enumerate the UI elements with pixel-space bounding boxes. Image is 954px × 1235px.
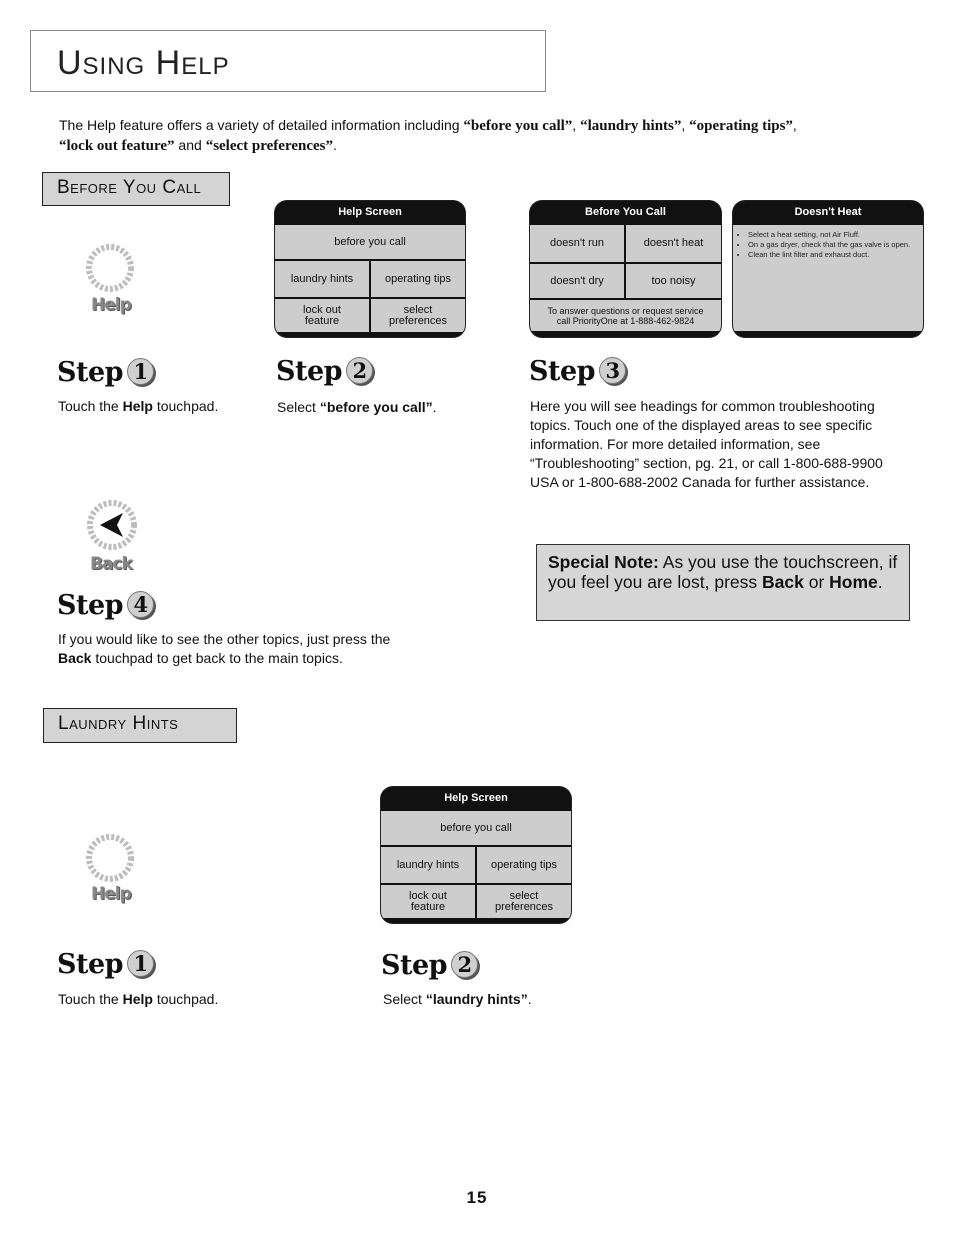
step-text-pre: If you would like to see the other topics, just press the — [58, 631, 391, 647]
heat-tip-item: • Select a heat setting, not Air Fluff. — [748, 230, 923, 240]
lock-out-feature-button[interactable] — [381, 885, 475, 918]
help-ring-icon — [84, 242, 140, 292]
intro-laundry-hints: “laundry hints” — [580, 118, 682, 134]
intro-sep: , — [681, 117, 690, 133]
intro-select-preferences: “select preferences” — [205, 138, 333, 154]
doesnt-run-button[interactable]: doesn't run — [530, 225, 624, 262]
step-text-bold: “laundry hints” — [425, 991, 528, 1007]
step-text-bold: “before you call” — [319, 399, 433, 415]
priorityone-footer — [530, 300, 721, 331]
before-you-call-button[interactable]: before you call — [381, 811, 571, 845]
step-text-pre: Select — [383, 991, 426, 1007]
title-box — [30, 30, 546, 92]
step-word: Step — [276, 356, 343, 387]
section-heading-laundry-hints — [43, 708, 237, 743]
operating-tips-button[interactable]: operating tips — [371, 261, 465, 297]
help-ring-icon — [84, 832, 140, 882]
step-number: 1 — [127, 950, 154, 977]
footer-line-1: To answer questions or request service — [547, 305, 704, 316]
heat-tip-item: • On a gas dryer, check that the gas valve is open. — [748, 240, 923, 250]
special-note-or: or — [803, 571, 830, 592]
laundry-hints-button[interactable]: laundry hints — [381, 847, 475, 883]
step-number: 2 — [346, 357, 373, 384]
special-note-end: . — [877, 571, 883, 592]
step-number: 4 — [127, 591, 154, 618]
laundry-step-2-heading — [381, 951, 478, 981]
step-word: Step — [529, 356, 596, 387]
help-touchpad-icon — [84, 242, 140, 322]
step-number: 3 — [599, 357, 626, 384]
step-1-text — [58, 397, 258, 416]
back-icon-label: Back — [90, 554, 132, 574]
section-heading-text: Before You Call — [57, 177, 202, 198]
intro-and: and — [174, 137, 206, 153]
lock-out-feature-button[interactable] — [275, 299, 369, 332]
doesnt-heat-button[interactable]: doesn't heat — [626, 225, 721, 262]
special-note-body: As you use the touchscreen, if you feel you are lost, press — [548, 552, 898, 592]
step-text-post: touchpad. — [152, 991, 219, 1007]
step-text-pre: Touch the — [58, 398, 123, 414]
step-text-post: touchpad to get back to the main topics. — [91, 650, 343, 666]
special-note-back: Back — [762, 571, 804, 592]
before-you-call-button[interactable]: before you call — [275, 225, 465, 259]
laundry-step-1-text — [58, 990, 258, 1009]
step-4-heading — [57, 591, 154, 621]
step-word: Step — [57, 949, 124, 980]
special-note-text — [548, 553, 900, 592]
heat-screen-header: Doesn't Heat — [794, 206, 862, 218]
byc-screen-header: Before You Call — [585, 206, 666, 218]
heat-tips-list — [733, 230, 923, 260]
lock-out-line-2: feature — [410, 900, 446, 913]
too-noisy-button[interactable]: too noisy — [626, 264, 721, 298]
step-text-post: . — [527, 991, 532, 1007]
select-pref-line-2: preferences — [494, 900, 554, 913]
special-note-home: Home — [829, 571, 878, 592]
step-2-text — [277, 398, 497, 417]
step-number: 2 — [451, 951, 478, 978]
help-screen-display — [275, 201, 465, 337]
select-preferences-button[interactable] — [477, 885, 571, 918]
doesnt-dry-button[interactable]: doesn't dry — [530, 264, 624, 298]
intro-before-you-call: “before you call” — [463, 118, 573, 134]
step-word: Step — [57, 590, 124, 621]
section-heading-text: Laundry Hints — [58, 713, 179, 734]
laundry-step-2-text — [383, 990, 603, 1009]
help-screen-header: Help Screen — [338, 206, 402, 218]
operating-tips-button[interactable]: operating tips — [477, 847, 571, 883]
step-word: Step — [57, 357, 124, 388]
step-word: Step — [381, 950, 448, 981]
step-text-bold: Help — [122, 398, 153, 414]
select-pref-line-1: select — [509, 889, 539, 902]
intro-lock-out-feature: “lock out feature” — [59, 138, 175, 154]
step-text-post: touchpad. — [152, 398, 219, 414]
select-pref-line-2: preferences — [388, 314, 448, 327]
step-3-text: Here you will see headings for common troubleshooting topics. Touch one of the displayed areas to see specific information. For more detailed information, see “Troubleshooting” section, pg. 21, or call 1-800-688-9900 USA or 1-800-688-2002 Canada for further assistance. — [530, 398, 883, 490]
back-touchpad-icon — [84, 498, 144, 578]
step-number: 1 — [127, 358, 154, 385]
intro-text: The Help feature offers a variety of detailed information including — [59, 117, 464, 133]
laundry-step-1-heading — [57, 950, 154, 980]
intro-end: . — [333, 137, 337, 153]
intro-sep: , — [792, 117, 797, 133]
special-note-box — [536, 544, 910, 621]
lock-out-line-2: feature — [304, 314, 340, 327]
select-pref-line-1: select — [403, 303, 433, 316]
heat-screen-body — [733, 225, 923, 331]
select-preferences-button[interactable] — [371, 299, 465, 332]
special-note-label: Special Note: — [548, 552, 659, 572]
doesnt-heat-screen — [733, 201, 923, 337]
step-1-heading — [57, 358, 154, 388]
footer-line-2: call PriorityOne at 1-888-462-9824 — [556, 315, 695, 326]
help-touchpad-icon — [84, 832, 140, 912]
step-2-heading — [276, 357, 373, 387]
page-number: 15 — [466, 1188, 488, 1207]
before-you-call-screen — [530, 201, 721, 337]
step-text-bold: Help — [122, 991, 153, 1007]
step-text-post: . — [432, 399, 437, 415]
intro-paragraph — [59, 116, 879, 156]
step-3-heading — [529, 357, 626, 387]
step-text-pre: Select — [277, 399, 320, 415]
page-title: Using Help — [57, 44, 230, 82]
intro-sep: , — [572, 117, 581, 133]
step-text-pre: Touch the — [58, 991, 123, 1007]
help-screen-display — [381, 787, 571, 923]
section-heading-before-you-call — [42, 172, 230, 206]
lock-out-line-1: lock out — [303, 303, 341, 316]
back-arrow-icon — [84, 498, 144, 550]
intro-operating-tips: “operating tips” — [689, 118, 793, 134]
heat-tip-item: • Clean the lint filter and exhaust duct. — [748, 250, 923, 260]
lock-out-line-1: lock out — [409, 889, 447, 902]
help-icon-label: Help — [91, 295, 131, 315]
laundry-hints-button[interactable]: laundry hints — [275, 261, 369, 297]
step-text-bold: Back — [58, 650, 92, 666]
help-icon-label: Help — [91, 884, 131, 904]
help-screen-header: Help Screen — [444, 792, 508, 804]
step-4-text — [58, 630, 418, 668]
